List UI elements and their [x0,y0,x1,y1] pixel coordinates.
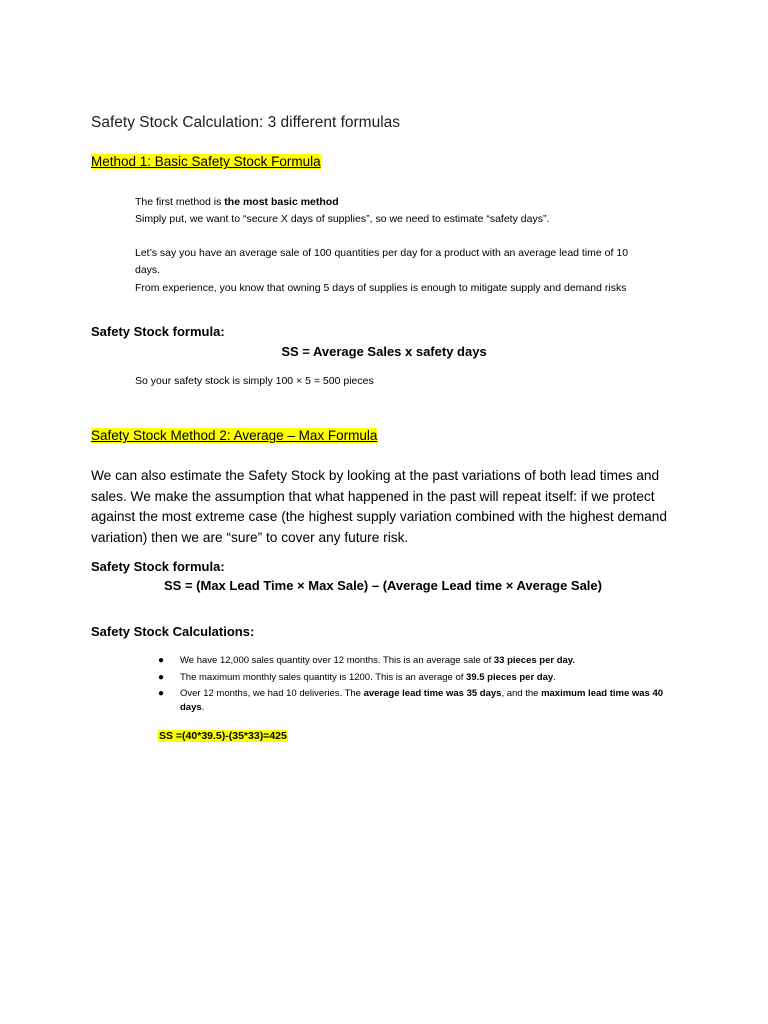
bullet-icon: ● [158,655,165,666]
bullet-bold: 39.5 pieces per day [466,671,554,683]
method1-line1-text: The first method is [135,196,225,208]
bullet-bold: average lead time was 35 days [363,688,502,699]
method2-calc-label: Safety Stock Calculations: [91,624,255,639]
bullet-icon: ● [158,688,165,699]
method1-line1-bold: the most basic method [224,196,339,208]
method2-paragraph: We can also estimate the Safety Stock by looking at the past variations of both lead times and sales. We make the assumption that what happened in the past will repeat itself: if we protect against the most extreme case (the highest supply variation combined with the highest demand variation) then we are “sure” to cover any future risk. [91,468,667,545]
method1-heading [91,154,321,169]
bullet-text: The maximum monthly sales quantity is 1200. This is an average of [180,671,467,683]
method1-line1 [135,194,339,210]
bullet-icon: ● [158,671,165,683]
list-item [158,671,678,685]
list-item [158,687,678,715]
method2-heading [91,428,377,443]
method1-heading-text: Method 1: Basic Safety Stock Formula [91,154,321,169]
bullet-bold: maximum lead time was 40 days [180,688,664,713]
method1-line3: Let’s say you have an average sale of 100 quantities per day for a product with an average lead time of 10 [135,247,629,259]
bullet-text: We have 12,000 sales quantity over 12 months. This is an average sale of [180,655,494,666]
bullet-text: , and the [501,688,542,699]
bullet-text: . [201,702,205,713]
bullet-text: . [553,671,556,683]
bullet-text: Over 12 months, we had 10 deliveries. The [180,688,364,699]
method1-line4: days. [135,264,161,276]
method1-formula-label: Safety Stock formula: [91,324,225,339]
method1-line2: Simply put, we want to “secure X days of supplies”, so we need to estimate “safety days”. [135,213,550,225]
page-title: Safety Stock Calculation: 3 different formulas [91,114,401,131]
calculation-bullet-list [158,654,678,718]
method1-formula: SS = Average Sales x safety days [281,344,487,359]
method1-line5: From experience, you know that owning 5 days of supplies is enough to mitigate supply and demand risks [135,282,627,294]
bullet-bold: 33 pieces per day. [493,655,576,666]
list-item [158,654,678,668]
method2-heading-text: Safety Stock Method 2: Average – Max Formula [91,428,378,443]
method2-formula: SS = (Max Lead Time × Max Sale) – (Average Lead time × Average Sale) [164,578,602,593]
method2-formula-label: Safety Stock formula: [91,559,225,574]
method1-result: So your safety stock is simply 100 × 5 = 500 pieces [135,375,374,387]
method2-result: SS =(40*39.5)-(35*33)=425 [159,730,287,742]
